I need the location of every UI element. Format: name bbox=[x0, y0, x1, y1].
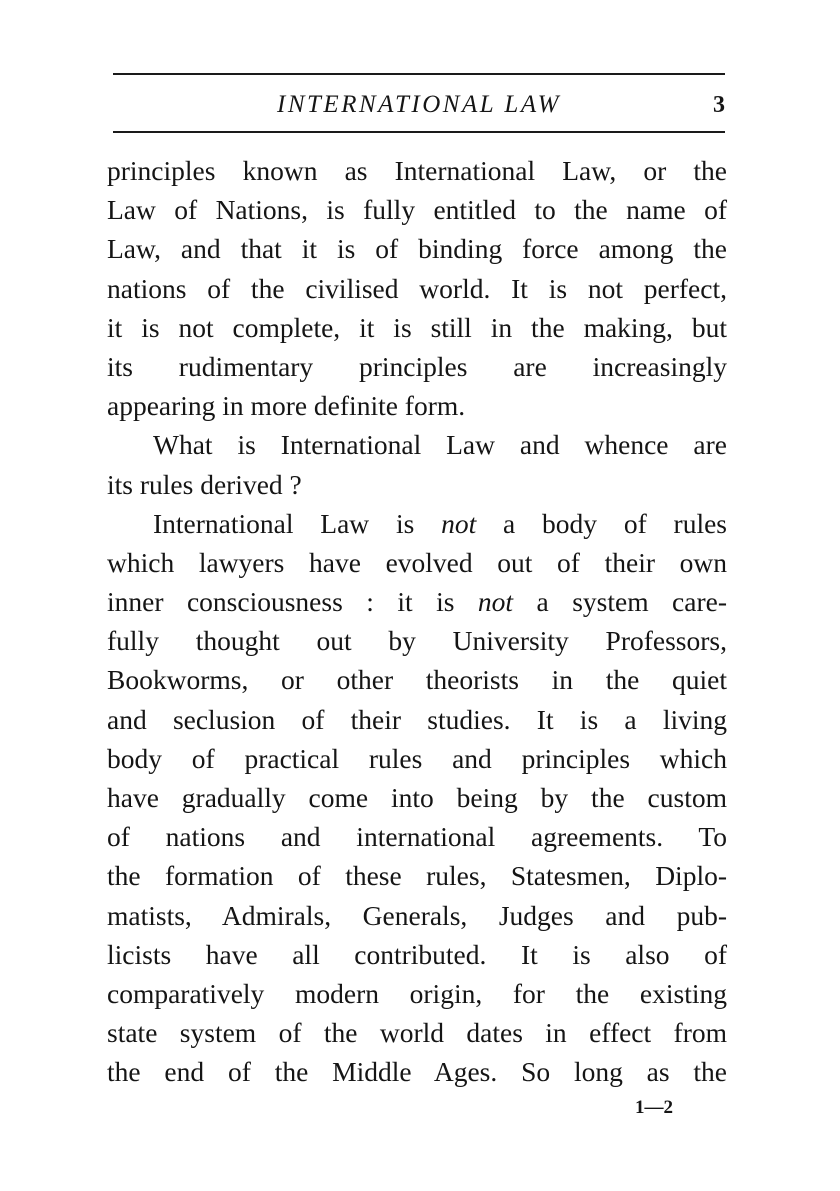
header-rule-bottom bbox=[113, 131, 725, 133]
text-line: of nations and international agreements. To bbox=[107, 821, 727, 853]
text-line: comparatively modern origin, for the existing bbox=[107, 977, 727, 1009]
text-line: and seclusion of their studies. It is a living bbox=[107, 703, 727, 735]
page-number: 3 bbox=[713, 92, 725, 118]
text-line: it is not complete, it is still in the making, but bbox=[107, 311, 727, 343]
emphasis-not: not bbox=[441, 507, 477, 539]
text-line: state system of the world dates in effect from bbox=[107, 1017, 727, 1049]
text-line: Law, and that it is of binding force among the bbox=[107, 233, 727, 265]
running-head bbox=[113, 88, 725, 122]
text-segment: International Law is bbox=[153, 507, 415, 539]
text-line: the formation of these rules, Statesmen, Diplo- bbox=[107, 860, 727, 892]
text-line: its rules derived ? bbox=[107, 468, 302, 500]
header-rule-top bbox=[113, 73, 725, 75]
emphasis-not: not bbox=[477, 586, 514, 618]
text-line: Bookworms, or other theorists in the quiet bbox=[107, 664, 727, 696]
text-line: its rudimentary principles are increasingly bbox=[107, 350, 727, 382]
text-line: fully thought out by University Professors, bbox=[107, 625, 727, 657]
running-head-title: INTERNATIONAL LAW bbox=[277, 91, 561, 118]
paragraph-1 bbox=[107, 151, 727, 425]
text-line: Law of Nations, is fully entitled to the name of bbox=[107, 194, 727, 226]
text-line bbox=[107, 582, 727, 621]
text-line: principles known as International Law, or the bbox=[107, 155, 727, 186]
body-text bbox=[107, 151, 727, 1092]
text-line: matists, Admirals, Generals, Judges and pub- bbox=[107, 899, 727, 931]
text-line: appearing in more definite form. bbox=[107, 390, 466, 422]
text-segment: a system care- bbox=[536, 586, 727, 618]
text-line: nations of the civilised world. It is not perfect, bbox=[107, 272, 727, 304]
text-line bbox=[107, 504, 727, 543]
text-segment: inner consciousness : it is bbox=[107, 586, 455, 618]
text-line: licists have all contributed. It is also of bbox=[107, 938, 727, 970]
paragraph-2 bbox=[107, 425, 727, 503]
signature-mark: 1—2 bbox=[635, 1097, 673, 1118]
text-line: have gradually come into being by the custom bbox=[107, 782, 727, 813]
text-line: body of practical rules and principles which bbox=[107, 742, 727, 774]
text-line: the end of the Middle Ages. So long as the bbox=[107, 1056, 727, 1088]
paragraph-3 bbox=[107, 504, 727, 1092]
text-line: which lawyers have evolved out of their own bbox=[107, 546, 727, 578]
text-line: What is International Law and whence are bbox=[153, 429, 727, 461]
text-segment: a body of rules bbox=[503, 507, 727, 539]
